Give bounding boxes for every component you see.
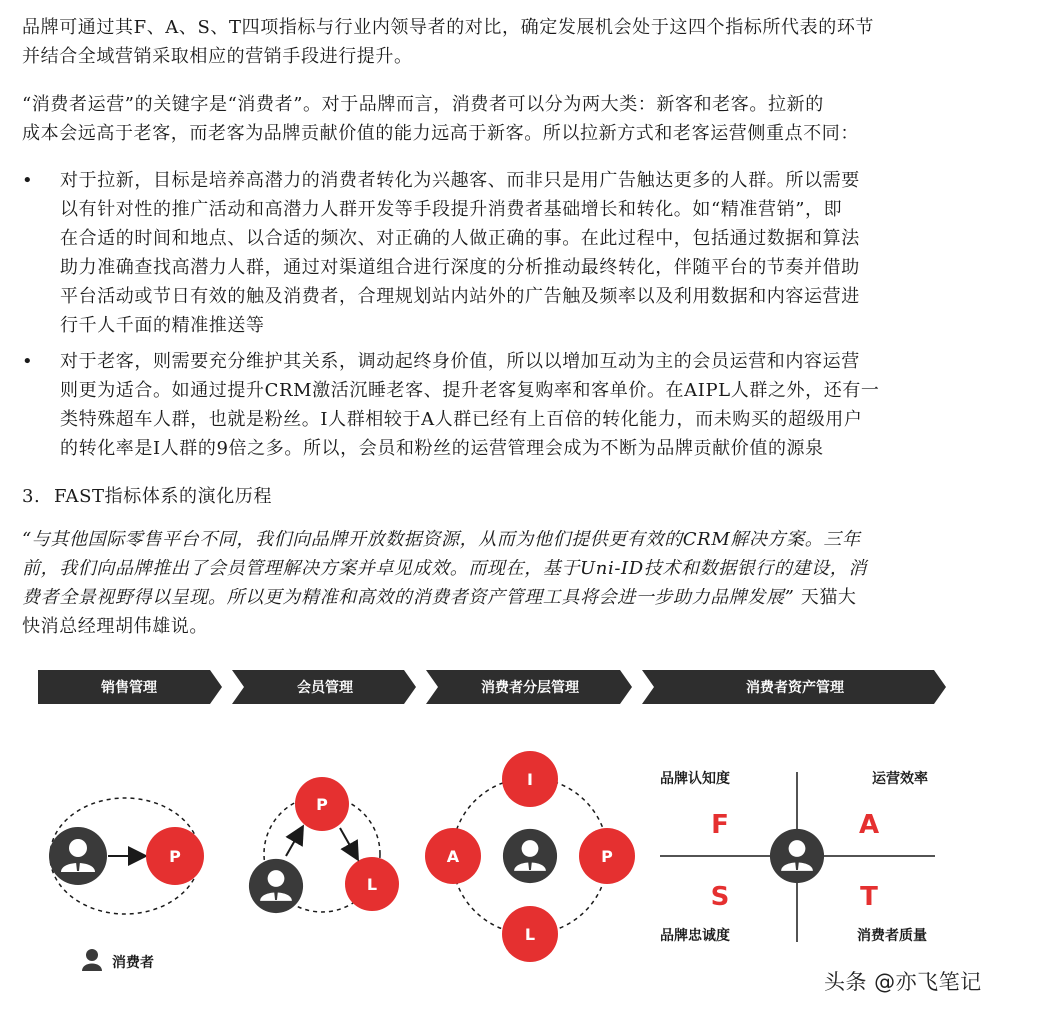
paragraph-2-line-2: 成本会远高于老客，而老客为品牌贡献价值的能力远高于新客。所以拉新方式和老客运营侧重点不同： bbox=[22, 123, 859, 144]
stage-label: 销售管理 bbox=[101, 680, 157, 696]
stage-label: 消费者资产管理 bbox=[746, 680, 844, 696]
paragraph-1-line-2: 并结合全域营销采取相应的营销手段进行提升。 bbox=[22, 46, 413, 67]
bullet-2-line: 对于老客，则需要充分维护其关系，调动起终身价值，所以以增加互动为主的会员运营和内容运营 bbox=[60, 351, 860, 372]
stage-1-diagram bbox=[49, 798, 204, 914]
stage-label: 消费者分层管理 bbox=[481, 680, 579, 696]
bullet-1-line: 在合适的时间和地点、以合适的频次、对正确的人做正确的事。在此过程中，包括通过数据和算法 bbox=[60, 228, 860, 249]
bullet-2-line: 的转化率是I人群的9倍之多。所以，会员和粉丝的运营管理会成为不断为品牌贡献价值的源泉 bbox=[60, 438, 824, 459]
stage-banner-segmentation bbox=[426, 670, 632, 704]
node-letter: L bbox=[366, 875, 378, 894]
stage-3-diagram bbox=[425, 751, 635, 962]
quote-block bbox=[22, 525, 1022, 641]
stage-banner-sales bbox=[38, 670, 222, 704]
bullet-2-line: 类特殊超车人群，也就是粉丝。I人群相较于A人群已经有上百倍的转化能力，而未购买的超级用户 bbox=[60, 409, 863, 430]
flow-arrow bbox=[286, 828, 302, 856]
legend bbox=[82, 949, 154, 971]
bullet-1-line: 对于拉新，目标是培养高潜力的消费者转化为兴趣客、而非只是用广告触达更多的人群。所以需要 bbox=[60, 170, 860, 191]
quote-line: 费者全景视野得以呈现。所以更为精准和高效的消费者资产管理工具将会进一步助力品牌发展” bbox=[22, 587, 795, 608]
bullet-dot: • bbox=[22, 170, 33, 191]
paragraph-2-line-1: “消费者运营”的关键字是“消费者”。对于品牌而言，消费者可以分为两大类：新客和老客。拉新的 bbox=[22, 94, 824, 115]
label-consumer-quality: 消费者质量 bbox=[857, 928, 927, 944]
bullet-1-line: 助力准确查找高潜力人群，通过对渠道组合进行深度的分析推动最终转化，伴随平台的节奏并借助 bbox=[60, 257, 860, 278]
quote-attribution-1: 天猫大 bbox=[794, 587, 857, 608]
letter-s: S bbox=[710, 882, 730, 912]
bullet-1-line: 以有针对性的推广活动和高潜力人群开发等手段提升消费者基础增长和转化。如“精准营销”，即 bbox=[60, 199, 843, 220]
section-title: FAST指标体系的演化历程 bbox=[54, 486, 273, 507]
label-brand-awareness: 品牌认知度 bbox=[660, 771, 730, 787]
node-letter: I bbox=[527, 770, 533, 789]
letter-a: A bbox=[858, 810, 880, 840]
quote-line: 前，我们向品牌推出了会员管理解决方案并卓见成效。而现在，基于Uni-ID技术和数据银行的建设，消 bbox=[22, 558, 867, 579]
stage-2-diagram bbox=[249, 777, 399, 913]
node-letter: L bbox=[524, 925, 536, 944]
quote-attribution-2: 快消总经理胡伟雄说。 bbox=[22, 616, 208, 637]
legend-label: 消费者 bbox=[112, 955, 154, 971]
stage-label: 会员管理 bbox=[297, 680, 353, 696]
letter-f: F bbox=[711, 810, 729, 840]
section-number: 3. bbox=[22, 486, 41, 507]
bullet-1-line: 行千人千面的精准推送等 bbox=[60, 315, 265, 336]
node-letter: P bbox=[316, 795, 328, 814]
node-letter: P bbox=[169, 847, 181, 866]
consumer-icon bbox=[49, 827, 107, 885]
quote-line: “与其他国际零售平台不同，我们向品牌开放数据资源，从而为他们提供更有效的CRM解决方案。三年 bbox=[22, 529, 861, 550]
letter-t: T bbox=[860, 882, 878, 912]
consumer-icon bbox=[503, 829, 557, 883]
label-brand-loyalty: 品牌忠诚度 bbox=[660, 928, 730, 944]
paragraph-1-line-1: 品牌可通过其F、A、S、T四项指标与行业内领导者的对比，确定发展机会处于这四个指标所代表的环节 bbox=[22, 17, 875, 38]
section-heading bbox=[22, 483, 272, 510]
consumer-icon bbox=[249, 859, 303, 913]
node-letter: A bbox=[446, 847, 460, 866]
stage-banner-membership bbox=[232, 670, 416, 704]
stage-4-fast-quadrant bbox=[660, 770, 935, 944]
bullet-1-line: 平台活动或节日有效的触及消费者，合理规划站内站外的广告触及频率以及利用数据和内容运营进 bbox=[60, 286, 860, 307]
bullet-2-line: 则更为适合。如通过提升CRM激活沉睡老客、提升老客复购率和客单价。在AIPL人群之外，还有一 bbox=[60, 380, 880, 401]
bullet-dot: • bbox=[22, 351, 33, 372]
flow-arrow bbox=[340, 828, 357, 858]
stage-banner-asset bbox=[642, 670, 946, 704]
consumer-legend-icon bbox=[82, 949, 102, 971]
consumer-icon bbox=[770, 829, 824, 883]
fast-evolution-diagram bbox=[0, 660, 1038, 980]
label-operational-efficiency: 运营效率 bbox=[872, 771, 928, 787]
node-letter: P bbox=[601, 847, 613, 866]
watermark: 头条 @亦飞笔记 bbox=[824, 970, 982, 994]
